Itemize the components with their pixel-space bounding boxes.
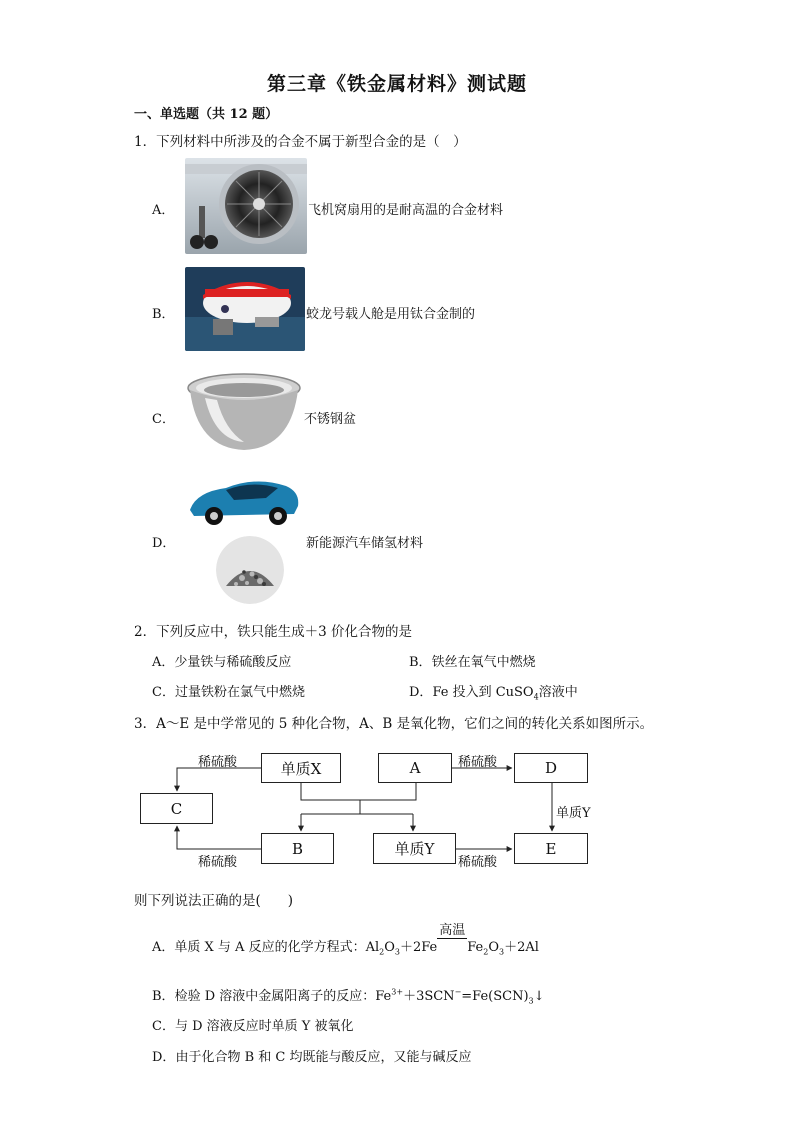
q1-option-b-letter: B．: [152, 307, 175, 322]
box-c: C: [140, 793, 213, 824]
q2-option-b: B．铁丝在氧气中燃烧: [409, 655, 536, 670]
question-1-stem: 1．下列材料中所涉及的合金不属于新型合金的是（ ）: [134, 134, 467, 150]
page-title: 第三章《铁金属材料》测试题: [266, 73, 527, 95]
box-element-x: 单质X: [261, 753, 341, 783]
question-2-stem: 2．下列反应中，铁只能生成＋3 价化合物的是: [134, 624, 412, 640]
box-e: E: [514, 833, 588, 864]
box-element-y: 单质Y: [373, 833, 456, 864]
q1-option-c-letter: C．: [152, 412, 175, 427]
label-element-y-reagent: 单质Y: [556, 806, 591, 821]
question-3-stem: 3．A～E 是中学常见的 5 种化合物，A、B 是氧化物，它们之间的转化关系如图所示。: [134, 716, 654, 732]
q2-option-d: D．Fe 投入到 CuSO$_4$溶液中: [409, 685, 578, 702]
box-a: A: [378, 753, 452, 783]
question-3-prompt: 则下列说法正确的是( ): [134, 893, 294, 909]
section-heading: 一、单选题（共 12 题）: [134, 107, 279, 122]
q1-option-d-text: 新能源汽车储氢材料: [306, 536, 424, 551]
q1-option-b-text: 蛟龙号载人舱是用钛合金制的: [306, 307, 476, 322]
reaction-condition: 高温: [439, 923, 466, 938]
label-dilute-h2so4-bottom-left: 稀硫酸: [198, 855, 238, 870]
q1-option-a-text: 飞机窝扇用的是耐高温的合金材料: [308, 203, 504, 218]
q1-option-a-letter: A．: [152, 203, 175, 218]
q3-option-b: B．检验 D 溶液中金属阳离子的反应：$Fe^{3+}+3SCN^-=Fe(SCN)_3↓$: [152, 987, 545, 1006]
q3-option-a: A．单质 X 与 A 反应的化学方程式：$Al_2O_3+2Fe$ 高温 $Fe_2O_3+2Al$: [152, 923, 539, 957]
box-b: B: [261, 833, 334, 864]
label-dilute-h2so4-top-right: 稀硫酸: [458, 755, 498, 770]
q1-option-c-text: 不锈钢盆: [304, 412, 357, 427]
box-d: D: [514, 753, 588, 783]
q3-option-d: D．由于化合物 B 和 C 均既能与酸反应，又能与碱反应: [152, 1050, 472, 1065]
q2-option-a: A．少量铁与稀硫酸反应: [152, 655, 292, 670]
q1-option-d-letter: D．: [152, 536, 176, 551]
label-dilute-h2so4-top-left: 稀硫酸: [198, 755, 238, 770]
label-dilute-h2so4-bottom-right: 稀硫酸: [458, 855, 498, 870]
q3-option-c: C．与 D 溶液反应时单质 Y 被氧化: [152, 1019, 354, 1034]
q2-option-c: C．过量铁粉在氯气中燃烧: [152, 685, 305, 700]
